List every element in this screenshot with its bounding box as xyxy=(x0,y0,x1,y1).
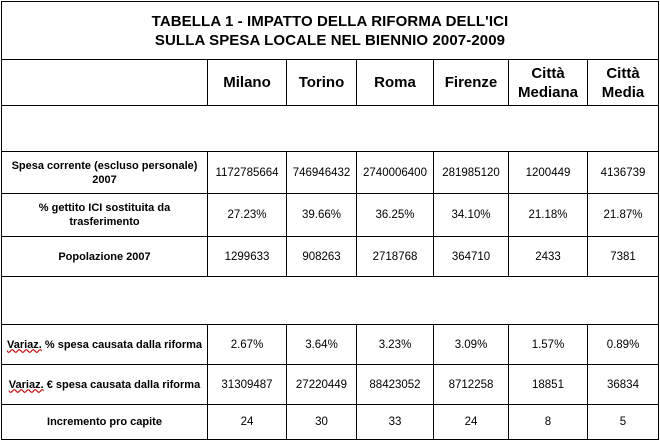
table-row xyxy=(2,325,659,365)
row-label-gettito-ici: % gettito ICI sostituita da trasferimento xyxy=(2,194,208,237)
table-cell: 281985120 xyxy=(434,152,509,194)
column-header-citta-mediana: Città Mediana xyxy=(509,60,588,106)
table-cell: 3.09% xyxy=(434,325,509,365)
table-cell: 3.23% xyxy=(357,325,434,365)
table-cell: 8 xyxy=(509,405,588,440)
column-header-milano: Milano xyxy=(208,60,287,106)
table-row xyxy=(2,152,659,194)
table-cell: 21.18% xyxy=(509,194,588,237)
row-label-popolazione: Popolazione 2007 xyxy=(2,237,208,277)
table-cell: 2718768 xyxy=(357,237,434,277)
table-cell: 908263 xyxy=(287,237,357,277)
impact-table xyxy=(1,1,659,440)
table-cell: 1.57% xyxy=(509,325,588,365)
row-label-variaz-percent xyxy=(2,325,208,365)
table-cell: 5 xyxy=(588,405,659,440)
table-cell: 30 xyxy=(287,405,357,440)
table-cell: 4136739 xyxy=(588,152,659,194)
table-cell: 27220449 xyxy=(287,365,357,405)
table-cell: 88423052 xyxy=(357,365,434,405)
row-label-spesa-corrente: Spesa corrente (escluso personale) 2007 xyxy=(2,152,208,194)
spacer-row xyxy=(2,106,659,152)
header-row xyxy=(2,60,659,106)
table-cell: 0.89% xyxy=(588,325,659,365)
table-cell: 2433 xyxy=(509,237,588,277)
table-cell: 2740006400 xyxy=(357,152,434,194)
table-cell: 8712258 xyxy=(434,365,509,405)
table-cell: 7381 xyxy=(588,237,659,277)
column-header-torino: Torino xyxy=(287,60,357,106)
header-empty-cell xyxy=(2,60,208,106)
row-label-incremento-pro-capite: Incremento pro capite xyxy=(2,405,208,440)
column-header-roma: Roma xyxy=(357,60,434,106)
table-cell: 36834 xyxy=(588,365,659,405)
table-cell: 27.23% xyxy=(208,194,287,237)
table-cell: 33 xyxy=(357,405,434,440)
row-label-text: % spesa causata dalla riforma xyxy=(41,338,203,351)
row-label-variaz-euro xyxy=(2,365,208,405)
table-row xyxy=(2,365,659,405)
table-cell: 18851 xyxy=(509,365,588,405)
table-cell: 1172785664 xyxy=(208,152,287,194)
table-row xyxy=(2,237,659,277)
column-header-citta-media: Città Media xyxy=(588,60,659,106)
spacer-row xyxy=(2,277,659,325)
table-cell: 746946432 xyxy=(287,152,357,194)
table-cell: 3.64% xyxy=(287,325,357,365)
table-title-line-2: SULLA SPESA LOCALE NEL BIENNIO 2007-2009 xyxy=(154,31,506,49)
table-cell: 2.67% xyxy=(208,325,287,365)
table-title xyxy=(2,2,659,60)
spacer-cell xyxy=(2,106,659,152)
table-cell: 21.87% xyxy=(588,194,659,237)
table-cell: 39.66% xyxy=(287,194,357,237)
table-cell: 36.25% xyxy=(357,194,434,237)
row-label-prefix: Variaz. xyxy=(8,378,44,391)
row-label-prefix: Variaz. xyxy=(6,338,42,351)
table-cell: 24 xyxy=(208,405,287,440)
table-cell: 1200449 xyxy=(509,152,588,194)
table-row xyxy=(2,405,659,440)
column-header-firenze: Firenze xyxy=(434,60,509,106)
table-cell: 1299633 xyxy=(208,237,287,277)
table-cell: 34.10% xyxy=(434,194,509,237)
table-cell: 24 xyxy=(434,405,509,440)
table-cell: 364710 xyxy=(434,237,509,277)
table-row xyxy=(2,194,659,237)
spacer-cell xyxy=(2,277,659,325)
row-label-text: € spesa causata dalla riforma xyxy=(43,378,201,391)
table-cell: 31309487 xyxy=(208,365,287,405)
table-title-line-1: TABELLA 1 - IMPATTO DELLA RIFORMA DELL'ICI xyxy=(151,12,509,30)
